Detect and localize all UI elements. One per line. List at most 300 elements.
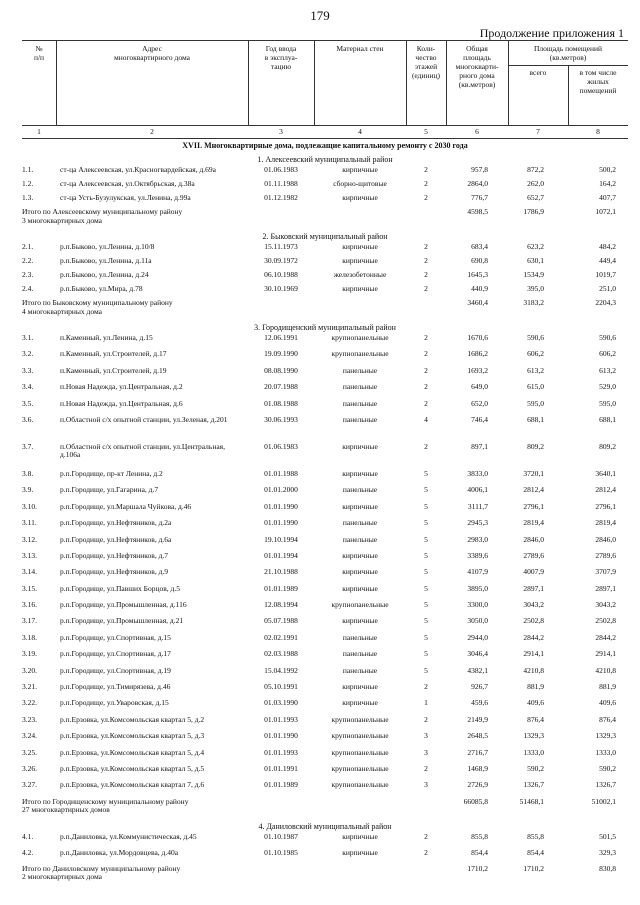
material-cell: кирпичные [342, 583, 378, 593]
table-row [22, 634, 628, 650]
material-cell: кирпичные [342, 165, 378, 174]
total-area-cell: 1693,2 [467, 365, 488, 375]
total-area-cell: 4382,1 [467, 665, 488, 675]
row-number: 3.8. [22, 468, 34, 478]
material-cell: кирпичные [342, 616, 378, 626]
year-cell: 01.01.1993 [264, 747, 298, 757]
column-number: 3 [279, 127, 283, 136]
residential-area-cell: 606,2 [599, 349, 616, 359]
residential-area-sum: 2204,3 [595, 298, 616, 307]
table-header [22, 40, 628, 126]
row-number: 1.3. [22, 193, 34, 202]
premises-area-sum: 3183,2 [523, 298, 544, 307]
total-area-cell: 690,8 [471, 256, 488, 265]
table-row [22, 383, 628, 399]
district-heading: 4. Даниловский муниципальный район [258, 821, 392, 831]
header-all: всего [529, 68, 547, 77]
table-row [22, 617, 628, 633]
table-row [22, 367, 628, 383]
total-area-cell: 2716,7 [467, 747, 488, 757]
residential-area-cell: 1333,0 [595, 747, 616, 757]
year-cell: 30.09.1972 [264, 256, 298, 265]
address-cell: р.п.Городище, ул.Тимирязева, д.46 [60, 682, 171, 692]
address-cell: р.п.Городище, ул.Павших Борцов, д.5 [60, 583, 180, 593]
row-number: 3.1. [22, 333, 34, 342]
address-cell: п.Новая Надежда, ул.Центральная, д.2 [60, 382, 183, 392]
row-number: 2.2. [22, 256, 34, 265]
row-number: 3.5. [22, 398, 34, 408]
year-cell: 01.01.1989 [264, 780, 298, 790]
floors-cell: 3 [424, 780, 428, 790]
table-row [22, 749, 628, 765]
address-cell: р.п.Городище, ул.Промышленная, д.116 [60, 600, 187, 610]
section-title: XVII. Многоквартирные дома, подлежащие капитальному ремонту с 2030 года [182, 141, 468, 150]
floors-cell: 5 [424, 501, 428, 511]
column-number: 4 [358, 127, 362, 136]
address-cell: р.п.Городище, ул.Спортивная, д.17 [60, 649, 171, 659]
table-row [22, 667, 628, 683]
premises-area-cell: 606,2 [527, 349, 544, 359]
total-area-cell: 4107,9 [467, 567, 488, 577]
row-number: 3.7. [22, 441, 34, 451]
premises-area-cell: 855,8 [527, 831, 544, 841]
year-cell: 01.01.1990 [264, 518, 298, 528]
total-area-cell: 776,7 [471, 193, 488, 202]
header-num: № п/п [33, 44, 45, 62]
premises-area-cell: 613,2 [527, 365, 544, 375]
district-total-row [22, 208, 628, 230]
residential-area-cell: 4210,8 [595, 665, 616, 675]
row-number: 1.2. [22, 179, 34, 188]
material-cell: крупнопанельные [331, 731, 389, 741]
row-number: 3.21. [22, 682, 37, 692]
material-cell: крупнопанельные [331, 747, 389, 757]
year-cell: 15.04.1992 [264, 665, 298, 675]
residential-area-cell: 500,2 [599, 165, 616, 174]
row-number: 3.20. [22, 665, 37, 675]
year-cell: 01.11.1988 [264, 179, 298, 188]
row-number: 3.17. [22, 616, 37, 626]
material-cell: панельные [342, 534, 378, 544]
year-cell: 06.10.1988 [264, 270, 298, 279]
table-row [22, 552, 628, 568]
residential-area-cell: 2502,8 [595, 616, 616, 626]
residential-area-sum: 830,8 [599, 863, 616, 873]
total-area-cell: 1468,9 [467, 763, 488, 773]
table-row [22, 470, 628, 486]
premises-area-cell: 3043,2 [523, 600, 544, 610]
address-cell: р.п.Городище, ул.Уваровская, д.15 [60, 698, 169, 708]
material-cell: кирпичные [342, 698, 378, 708]
premises-area-cell: 2914,1 [523, 649, 544, 659]
premises-area-cell: 2789,6 [523, 550, 544, 560]
address-cell: р.п.Быково, ул.Ленина, д.10/8 [60, 242, 155, 251]
address-cell: р.п.Городище, ул.Нефтяников, д.2а [60, 518, 172, 528]
total-area-cell: 1686,2 [467, 349, 488, 359]
total-area-cell: 854,4 [471, 847, 488, 857]
year-cell: 01.06.1983 [264, 441, 298, 451]
floors-cell: 5 [424, 632, 428, 642]
address-cell: р.п.Городище, ул.Нефтяников, д.9 [60, 567, 169, 577]
material-cell: кирпичные [342, 682, 378, 692]
material-cell: кирпичные [342, 501, 378, 511]
floors-cell: 5 [424, 567, 428, 577]
residential-area-cell: 2819,4 [595, 518, 616, 528]
residential-area-cell: 2789,6 [595, 550, 616, 560]
column-number: 1 [37, 127, 41, 136]
premises-area-cell: 2897,1 [523, 583, 544, 593]
address-cell: р.п.Городище, ул.Нефтяников, д.6а [60, 534, 172, 544]
table-row [22, 243, 628, 257]
premises-area-cell: 809,2 [527, 441, 544, 451]
table-row [22, 699, 628, 715]
premises-area-cell: 2812,4 [523, 485, 544, 495]
year-cell: 01.03.1990 [264, 698, 298, 708]
row-number: 1.1. [22, 165, 34, 174]
year-cell: 01.10.1985 [264, 847, 298, 857]
floors-cell: 5 [424, 616, 428, 626]
total-area-cell: 2864,0 [467, 179, 488, 188]
row-number: 3.23. [22, 714, 37, 724]
residential-area-cell: 329,3 [599, 847, 616, 857]
address-cell: п.Областной с/х опытной станции, ул.Зеленая, д.201 [60, 414, 228, 424]
total-area-cell: 2149,9 [467, 714, 488, 724]
address-cell: р.п.Ерзовка, ул.Комсомольская квартал 5, д.5 [60, 763, 205, 773]
row-number: 3.11. [22, 518, 37, 528]
row-number: 3.2. [22, 349, 34, 359]
floors-cell: 5 [424, 600, 428, 610]
total-area-cell: 3833,0 [467, 468, 488, 478]
total-area-cell: 649,0 [471, 382, 488, 392]
total-area-cell: 3389,6 [467, 550, 488, 560]
material-cell: крупнопанельные [331, 333, 389, 342]
material-cell: кирпичные [342, 567, 378, 577]
floors-cell: 2 [424, 682, 428, 692]
year-cell: 01.01.1990 [264, 501, 298, 511]
year-cell: 01.12.1982 [264, 193, 298, 202]
page-number: 179 [310, 8, 330, 23]
row-number: 3.22. [22, 698, 37, 708]
residential-area-cell: 613,2 [599, 365, 616, 375]
table-row [22, 350, 628, 366]
row-number: 3.14. [22, 567, 37, 577]
column-number: 2 [150, 127, 154, 136]
material-cell: панельные [342, 632, 378, 642]
premises-area-cell: 2846,0 [523, 534, 544, 544]
floors-cell: 5 [424, 518, 428, 528]
row-number: 2.1. [22, 242, 34, 251]
table-row [22, 716, 628, 732]
row-number: 4.2. [22, 847, 34, 857]
table-row [22, 781, 628, 797]
header-year: Год ввода в эксплуа- тацию [264, 44, 298, 71]
premises-area-cell: 590,2 [527, 763, 544, 773]
floors-cell: 2 [424, 284, 428, 293]
residential-area-cell: 590,2 [599, 763, 616, 773]
table-row [22, 519, 628, 535]
floors-cell: 2 [424, 763, 428, 773]
floors-cell: 2 [424, 847, 428, 857]
total-area-cell: 3300,0 [467, 600, 488, 610]
floors-cell: 2 [424, 398, 428, 408]
table-row [22, 257, 628, 271]
year-cell: 08.08.1990 [264, 365, 298, 375]
header-material: Материал стен [336, 44, 384, 53]
floors-cell: 5 [424, 534, 428, 544]
residential-area-cell: 2914,1 [595, 649, 616, 659]
total-area-sum: 4598,5 [467, 207, 488, 216]
year-cell: 30.06.1993 [264, 414, 298, 424]
header-total-area: Общая площадь многокварти- рного дома (кв.метров) [455, 44, 499, 89]
table-row [22, 732, 628, 748]
premises-area-cell: 1333,0 [523, 747, 544, 757]
residential-area-cell: 1329,3 [595, 731, 616, 741]
floors-cell: 1 [424, 698, 428, 708]
total-area-sum: 1710,2 [467, 863, 488, 873]
address-cell: р.п.Городище, ул.Спортивная, д.19 [60, 665, 171, 675]
year-cell: 01.10.1987 [264, 831, 298, 841]
floors-cell: 5 [424, 583, 428, 593]
floors-cell: 5 [424, 468, 428, 478]
material-cell: панельные [342, 665, 378, 675]
year-cell: 01.01.2000 [264, 485, 298, 495]
header-residential: в том числе жилых помещений [579, 68, 617, 95]
material-cell: крупнопанельные [331, 780, 389, 790]
residential-area-cell: 251,0 [599, 284, 616, 293]
residential-area-cell: 2844,2 [595, 632, 616, 642]
table-row [22, 334, 628, 350]
housing-table [22, 40, 628, 887]
district-total-row [22, 299, 628, 321]
total-area-cell: 459,6 [471, 698, 488, 708]
year-cell: 01.01.1990 [264, 731, 298, 741]
floors-cell: 2 [424, 441, 428, 451]
residential-area-cell: 881,9 [599, 682, 616, 692]
residential-area-cell: 595,0 [599, 398, 616, 408]
material-cell: панельные [342, 649, 378, 659]
row-number: 3.26. [22, 763, 37, 773]
table-row [22, 765, 628, 781]
table-row [22, 443, 628, 470]
table-row [22, 849, 628, 865]
year-cell: 20.07.1988 [264, 382, 298, 392]
premises-area-cell: 615,0 [527, 382, 544, 392]
floors-cell: 2 [424, 165, 428, 174]
total-area-cell: 3046,4 [467, 649, 488, 659]
premises-area-cell: 2844,2 [523, 632, 544, 642]
premises-area-cell: 3720,1 [523, 468, 544, 478]
row-number: 3.4. [22, 382, 34, 392]
material-cell: кирпичные [342, 242, 378, 251]
year-cell: 01.08.1988 [264, 398, 298, 408]
premises-area-cell: 1329,3 [523, 731, 544, 741]
residential-area-cell: 501,5 [599, 831, 616, 841]
total-label: Итого по Городищенскому муниципальному району 27 многоквартирных домов [22, 796, 189, 815]
address-cell: р.п.Городище, ул.Маршала Чуйкова, д.46 [60, 501, 192, 511]
year-cell: 15.11.1973 [264, 242, 298, 251]
floors-cell: 3 [424, 747, 428, 757]
residential-area-cell: 876,4 [599, 714, 616, 724]
total-area-cell: 855,8 [471, 831, 488, 841]
row-number: 3.27. [22, 780, 37, 790]
material-cell: крупнопанельные [331, 349, 389, 359]
district-heading: 2. Быковский муниципальный район [262, 232, 388, 241]
premises-area-cell: 652,7 [527, 193, 544, 202]
address-cell: ст-ца Алексеевская, ул.Октябрьская, д.38а [60, 179, 195, 188]
address-cell: р.п.Ерзовка, ул.Комсомольская квартал 5, д.2 [60, 714, 205, 724]
row-number: 3.16. [22, 600, 37, 610]
premises-area-cell: 2796,1 [523, 501, 544, 511]
header-premises-area: Площадь помещений (кв.метров) [534, 44, 602, 62]
total-area-cell: 4006,1 [467, 485, 488, 495]
year-cell: 19.09.1990 [264, 349, 298, 359]
continuation-label: Продолжение приложения 1 [479, 26, 624, 40]
premises-area-cell: 881,9 [527, 682, 544, 692]
table-row [22, 833, 628, 849]
district-total-row [22, 798, 628, 820]
table-row [22, 486, 628, 502]
residential-area-cell: 590,6 [599, 333, 616, 342]
total-area-sum: 66085,8 [463, 796, 488, 806]
premises-area-cell: 630,1 [527, 256, 544, 265]
year-cell: 02.03.1988 [264, 649, 298, 659]
table-row [22, 166, 628, 180]
address-cell: р.п.Быково, ул.Мира, д.78 [60, 284, 143, 293]
total-area-cell: 2648,5 [467, 731, 488, 741]
table-row [22, 536, 628, 552]
table-row [22, 601, 628, 617]
address-cell: р.п.Ерзовка, ул.Комсомольская квартал 5, д.3 [60, 731, 205, 741]
row-number: 3.13. [22, 550, 37, 560]
material-cell: сборно-щитовые [333, 179, 387, 188]
premises-area-cell: 4007,9 [523, 567, 544, 577]
address-cell: р.п.Быково, ул.Ленина, д.24 [60, 270, 149, 279]
floors-cell: 2 [424, 365, 428, 375]
total-area-cell: 440,9 [471, 284, 488, 293]
address-cell: р.п.Даниловка, ул.Мордовцева, д.40а [60, 847, 179, 857]
premises-area-cell: 595,0 [527, 398, 544, 408]
material-cell: кирпичные [342, 284, 378, 293]
floors-cell: 2 [424, 333, 428, 342]
residential-area-cell: 3707,9 [595, 567, 616, 577]
total-area-cell: 2944,0 [467, 632, 488, 642]
total-area-cell: 746,4 [471, 414, 488, 424]
address-cell: п.Каменный, ул.Строителей, д.17 [60, 349, 167, 359]
residential-area-cell: 449,4 [599, 256, 616, 265]
material-cell: крупнопанельные [331, 600, 389, 610]
premises-area-cell: 876,4 [527, 714, 544, 724]
year-cell: 01.01.1991 [264, 763, 298, 773]
address-cell: ст-ца Алексеевская, ул.Красногвардейская, д.69а [60, 165, 217, 174]
material-cell: кирпичные [342, 193, 378, 202]
material-cell: панельные [342, 365, 378, 375]
premises-area-cell: 395,0 [527, 284, 544, 293]
column-number: 7 [536, 127, 540, 136]
residential-area-cell: 688,1 [599, 414, 616, 424]
residential-area-cell: 1326,7 [595, 780, 616, 790]
premises-area-cell: 688,1 [527, 414, 544, 424]
address-cell: р.п.Быково, ул.Ленина, д.11а [60, 256, 152, 265]
material-cell: кирпичные [342, 441, 378, 451]
total-area-cell: 683,4 [471, 242, 488, 251]
row-number: 3.18. [22, 632, 37, 642]
floors-cell: 2 [424, 242, 428, 251]
table-row [22, 180, 628, 194]
residential-area-sum: 51002,1 [591, 796, 616, 806]
total-label: Итого по Быковскому муниципальному району 4 многоквартирных дома [22, 298, 173, 316]
residential-area-sum: 1072,1 [595, 207, 616, 216]
residential-area-cell: 3640,1 [595, 468, 616, 478]
year-cell: 05.10.1991 [264, 682, 298, 692]
floors-cell: 2 [424, 382, 428, 392]
floors-cell: 5 [424, 485, 428, 495]
year-cell: 02.02.1991 [264, 632, 298, 642]
address-cell: п.Областной с/х опытной станции, ул.Центральная, д.106а [60, 441, 226, 460]
year-cell: 01.01.1988 [264, 468, 298, 478]
total-area-sum: 3460,4 [467, 298, 488, 307]
floors-cell: 2 [424, 179, 428, 188]
material-cell: панельные [342, 485, 378, 495]
material-cell: кирпичные [342, 847, 378, 857]
row-number: 3.6. [22, 414, 34, 424]
row-number: 3.10. [22, 501, 37, 511]
total-area-cell: 2983,0 [467, 534, 488, 544]
residential-area-cell: 164,2 [599, 179, 616, 188]
row-number: 3.24. [22, 731, 37, 741]
district-heading: 3. Городищенский муниципальный район [254, 323, 396, 332]
row-number: 4.1. [22, 831, 34, 841]
column-number: 8 [596, 127, 600, 136]
material-cell: панельные [342, 398, 378, 408]
floors-cell: 2 [424, 831, 428, 841]
table-row [22, 285, 628, 299]
floors-cell: 2 [424, 714, 428, 724]
premises-area-cell: 2819,4 [523, 518, 544, 528]
floors-cell: 2 [424, 270, 428, 279]
row-number: 3.3. [22, 365, 34, 375]
residential-area-cell: 2846,0 [595, 534, 616, 544]
residential-area-cell: 2812,4 [595, 485, 616, 495]
table-row [22, 416, 628, 443]
header-floors: Коли- чество этажей (единиц) [411, 44, 441, 80]
floors-cell: 4 [424, 414, 428, 424]
premises-area-cell: 623,2 [527, 242, 544, 251]
column-number: 5 [424, 127, 428, 136]
premises-area-cell: 409,6 [527, 698, 544, 708]
total-area-cell: 3111,7 [467, 501, 488, 511]
table-row [22, 585, 628, 601]
total-area-cell: 1645,3 [467, 270, 488, 279]
residential-area-cell: 529,0 [599, 382, 616, 392]
total-area-cell: 3895,0 [467, 583, 488, 593]
row-number: 3.15. [22, 583, 37, 593]
row-number: 3.25. [22, 747, 37, 757]
floors-cell: 2 [424, 256, 428, 265]
floors-cell: 2 [424, 193, 428, 202]
premises-area-cell: 2502,8 [523, 616, 544, 626]
table-body [22, 153, 628, 887]
address-cell: п.Каменный, ул.Ленина, д.15 [60, 333, 153, 342]
total-area-cell: 3050,0 [467, 616, 488, 626]
address-cell: р.п.Ерзовка, ул.Комсомольская квартал 7, д.6 [60, 780, 205, 790]
residential-area-cell: 2796,1 [595, 501, 616, 511]
year-cell: 12.08.1994 [264, 600, 298, 610]
year-cell: 21.10.1988 [264, 567, 298, 577]
table-row [22, 683, 628, 699]
total-area-cell: 2945,3 [467, 518, 488, 528]
material-cell: кирпичные [342, 468, 378, 478]
year-cell: 01.01.1989 [264, 583, 298, 593]
